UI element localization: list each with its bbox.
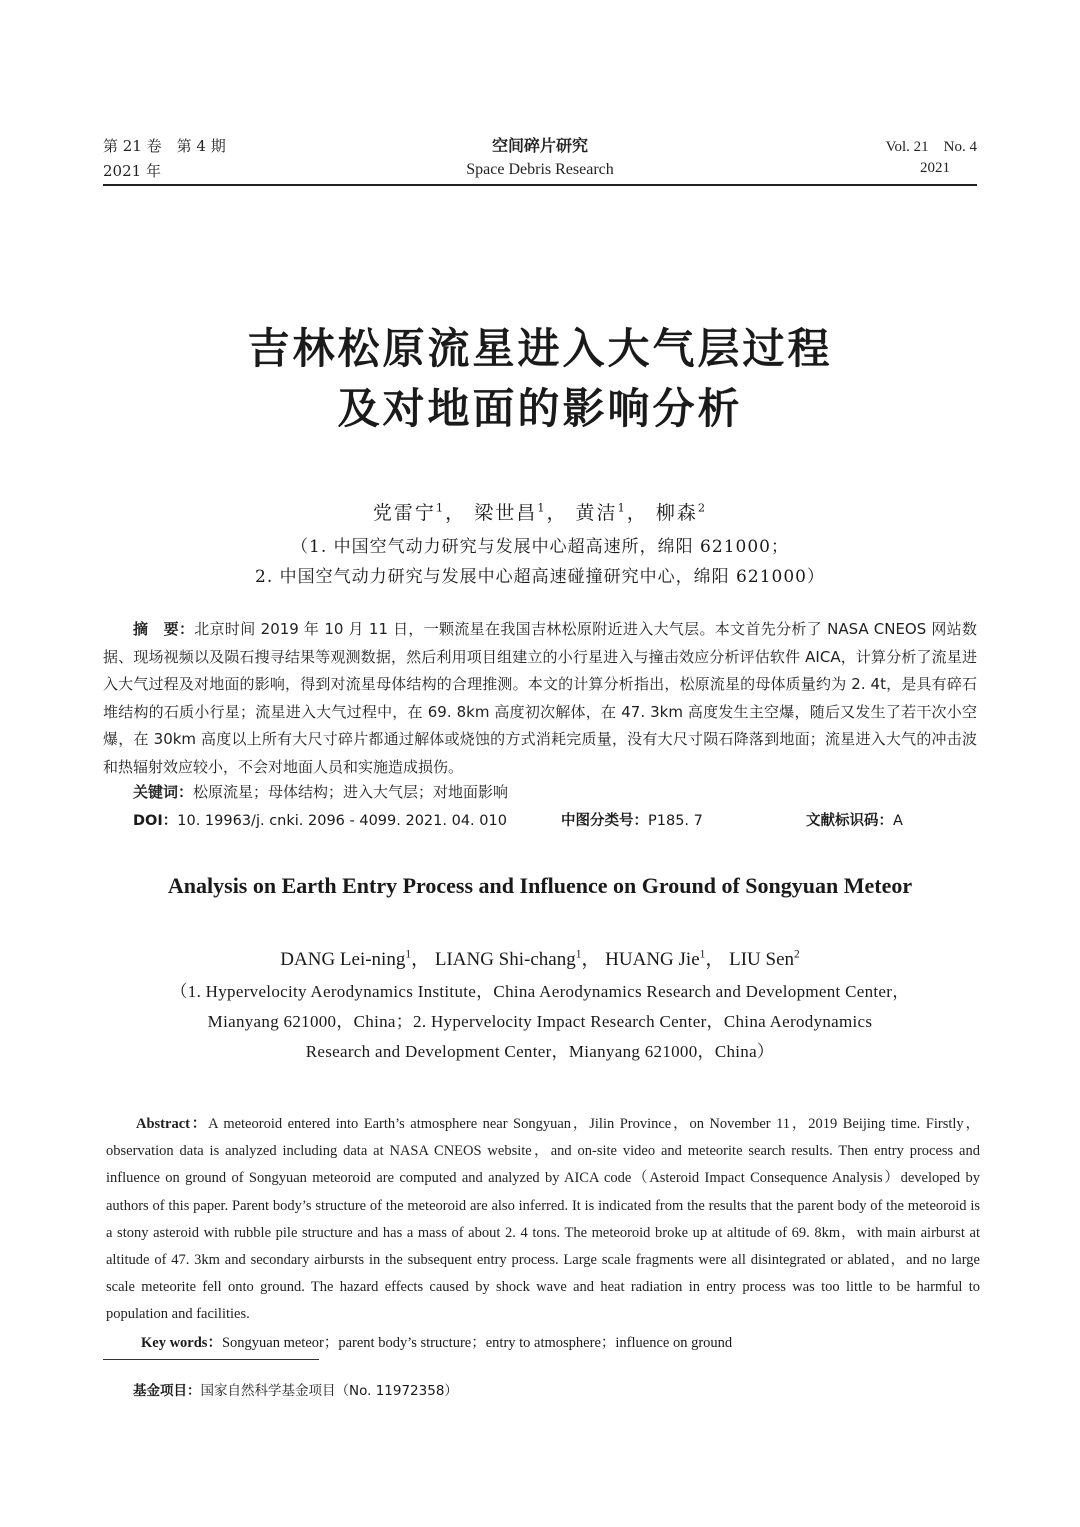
abstract-cn <box>103 616 977 781</box>
document-code-label: 文献标识码： <box>806 813 893 829</box>
keywords-en-text: Songyuan meteor；parent body’s structure；entry to atmosphere；influence on ground <box>221 1335 733 1351</box>
clc-label: 中图分类号： <box>561 813 648 829</box>
keywords-en-label: Key words： <box>141 1335 222 1351</box>
doi-value: 10. 19963/j. cnki. 2096 - 4099. 2021. 04. 010 <box>177 813 507 829</box>
funding-text: 国家自然科学基金项目（No. 11972358） <box>200 1383 458 1399</box>
paper-title-en: Analysis on Earth Entry Process and Influence on Ground of Songyuan Meteor <box>167 873 913 898</box>
keywords-en <box>141 1331 732 1352</box>
author-en: LIU Sen$^2$ <box>729 948 800 970</box>
year-en: 2021 <box>920 160 950 176</box>
journal-name-en: Space Debris Research <box>466 161 614 178</box>
footnote-rule <box>103 1359 319 1360</box>
affiliation-en-line1: （1. Hypervelocity Aerodynamics Institute，China Aerodynamics Research and Development Center， <box>170 982 910 1001</box>
abstract-en-text: A meteoroid entered into Earth’s atmosphere near Songyuan，Jilin Province，on November 11，2019 Beijing time. Firstly，observation data is analyzed including data at NASA CNEOS website，and on-site video and meteorite search results. Then entry process and influence on ground of Songyuan meteoroid are computed and analyzed by AICA code（Asteroid Impact Consequence Analysis）developed by authors of this paper. Parent body’s structure of the meteoroid are also inferred. It is indicated from the results that the parent body of the meteoroid is a stony asteroid with rubble pile structure and has a mass of about 2. 4 tons. The meteoroid broke up at altitude of 69. 8km，with main airburst at altitude of 47. 3km and secondary airbursts in the subsequent entry process. Large scale fragments were all disintegrated or ablated，and no large scale meteorite fell onto ground. The hazard effects caused by shock wave and heat radiation in entry process was too little to be harmful to population and facilities. <box>106 1116 980 1323</box>
paper-title-cn-line1: 吉林松原流星进入大气层过程 <box>247 324 833 373</box>
affiliation-cn-line2: 2. 中国空气动力研究与发展中心超高速碰撞研究中心，绵阳 621000） <box>255 567 825 587</box>
abstract-en-label: Abstract： <box>136 1116 209 1132</box>
keywords-cn <box>103 779 977 807</box>
affiliation-cn-line1: （1. 中国空气动力研究与发展中心超高速所，绵阳 621000； <box>291 537 789 557</box>
affiliation-en-line2: Mianyang 621000，China；2. Hypervelocity Impact Research Center，China Aerodynamics <box>207 1012 873 1031</box>
abstract-en <box>106 1111 980 1329</box>
abstract-cn-label: 摘 要： <box>133 620 195 638</box>
author-en: LIANG Shi-chang$^1$， <box>434 948 601 970</box>
volume-issue-en: Vol. 21 No. 4 <box>885 139 977 155</box>
authors-en <box>0 944 1080 971</box>
year-cn: 2021 年 <box>103 162 161 180</box>
doi <box>133 809 507 830</box>
volume-issue-cn: 第 21 卷 第 4 期 <box>103 137 226 155</box>
document-code-value: A <box>893 813 903 829</box>
doi-label: DOI： <box>133 813 178 829</box>
funding-note <box>133 1379 458 1399</box>
funding-label: 基金项目： <box>133 1383 201 1399</box>
keywords-cn-text: 松原流星；母体结构；进入大气层；对地面影响 <box>193 783 509 801</box>
journal-name-cn: 空间碎片研究 <box>491 136 588 155</box>
author-cn: 梁世昌$^1$， <box>474 500 568 524</box>
affiliation-en-line3: Research and Development Center，Mianyang 621000，China） <box>305 1042 775 1061</box>
header-rule <box>103 184 977 186</box>
keywords-cn-label: 关键词： <box>133 783 194 801</box>
author-en: HUANG Jie$^1$， <box>605 948 725 970</box>
clc-number <box>561 809 703 830</box>
author-cn: 黄洁$^1$， <box>575 500 648 524</box>
authors-cn <box>0 498 1080 525</box>
clc-value: P185. 7 <box>648 813 703 829</box>
author-en: DANG Lei-ning$^1$， <box>280 948 431 970</box>
author-cn: 党雷宁$^1$， <box>372 500 467 524</box>
document-code <box>806 809 903 830</box>
author-cn: 柳森$^2$ <box>655 500 708 524</box>
paper-title-cn-line2: 及对地面的影响分析 <box>337 384 743 433</box>
abstract-cn-text: 北京时间 2019 年 10 月 11 日，一颗流星在我国吉林松原附近进入大气层。本文首先分析了 NASA CNEOS 网站数据、现场视频以及陨石搜寻结果等观测数据，然后利用项目组建立的小行星进入与撞击效应分析评估软件 AICA，计算分析了流星进入大气过程及对地面的影响，得到对流星母体结构的合理推测。本文的计算分析指出，松原流星的母体质量约为 2. 4t，是具有碎石堆结构的石质小行星；流星进入大气过程中，在 69. 8km 高度初次解体，在 47. 3km 高度发生主空爆，随后又发生了若干次小空爆，在 30km 高度以上所有大尺寸碎片都通过解体或烧蚀的方式消耗完质量，没有大尺寸陨石降落到地面；流星进入大气的冲击波和热辐射效应较小，不会对地面人员和实施造成损伤。 <box>103 620 977 776</box>
